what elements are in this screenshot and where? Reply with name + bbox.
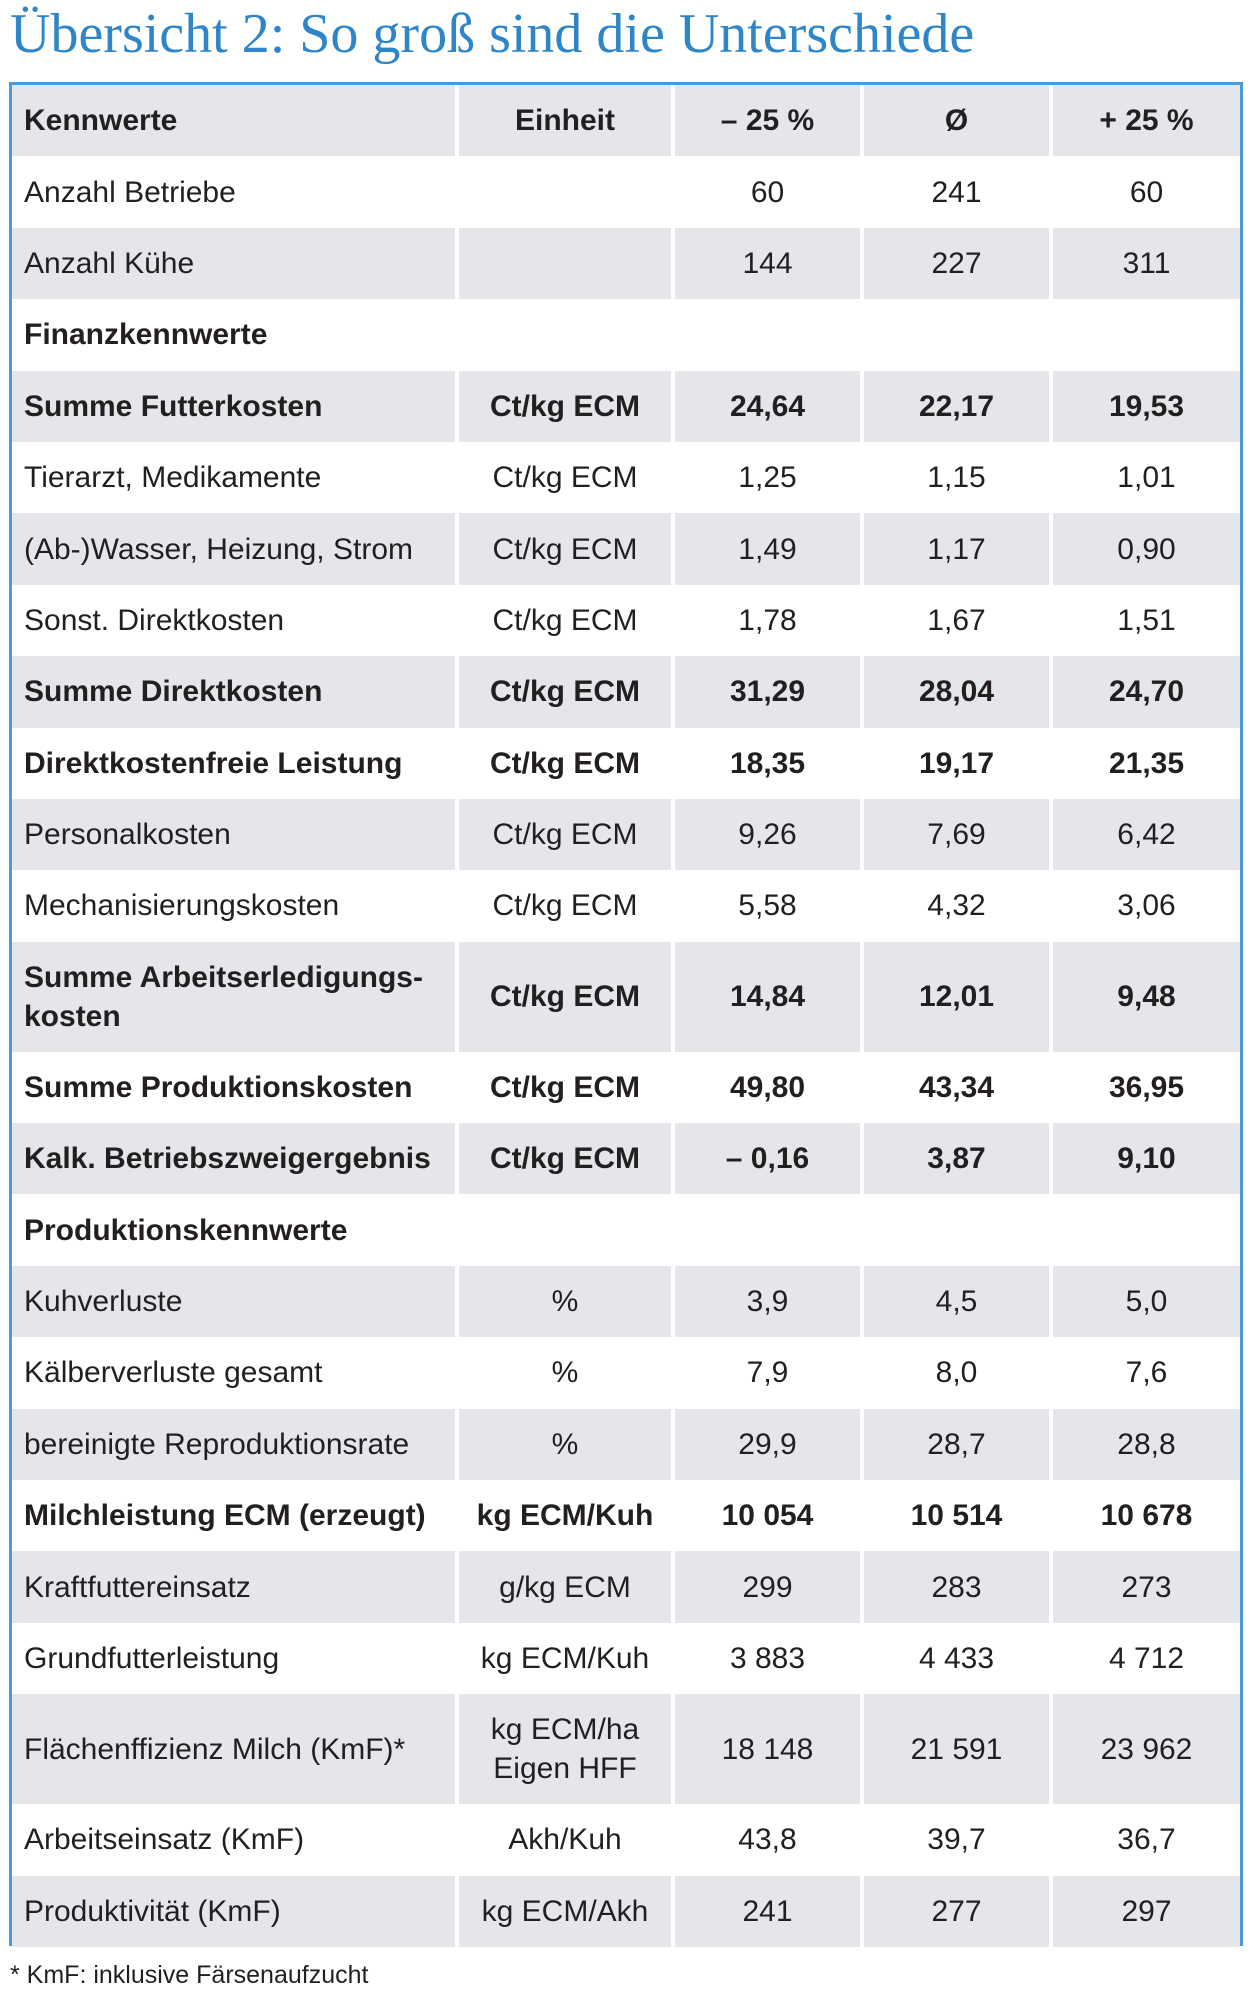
row-avg-value: 12,01	[862, 942, 1051, 1052]
table-row	[12, 1123, 1240, 1194]
table-row	[12, 1052, 1240, 1123]
row-plus-value: 10 678	[1100, 1499, 1193, 1533]
row-minus-value: 60	[673, 156, 862, 227]
row-label: Summe Direktkosten	[12, 656, 457, 727]
row-minus-value: 241	[673, 1876, 862, 1947]
row-plus-value: 36,95	[1108, 1070, 1185, 1104]
section-heading-finanzkennwerte	[12, 299, 1240, 370]
table-row	[12, 942, 1240, 1052]
row-plus-value: 60	[1129, 175, 1164, 209]
row-plus-value: 3,06	[1117, 889, 1176, 923]
table-row	[12, 1266, 1240, 1337]
row-minus-value: 29,9	[673, 1409, 862, 1480]
row-avg-value: 4,5	[862, 1266, 1051, 1337]
header-row	[12, 85, 1240, 156]
row-label: Direktkostenfreie Leistung	[12, 728, 457, 799]
table-row	[12, 1623, 1240, 1694]
table-row	[12, 656, 1240, 727]
row-label: Kälberverluste gesamt	[12, 1337, 457, 1408]
row-unit: %	[457, 1337, 673, 1408]
table-row	[12, 513, 1240, 584]
row-minus-value: 3 883	[673, 1623, 862, 1694]
row-minus-value: 7,9	[673, 1337, 862, 1408]
row-avg-value: 10 514	[862, 1480, 1051, 1551]
row-minus-value: 1,78	[673, 585, 862, 656]
row-label: Summe Futterkosten	[12, 371, 457, 442]
row-label: Produktivität (KmF)	[12, 1876, 457, 1947]
row-label: Personalkosten	[12, 799, 457, 870]
row-avg-value: 227	[862, 228, 1051, 299]
table-row	[12, 728, 1240, 799]
row-label: Kalk. Betriebszweigergebnis	[12, 1123, 457, 1194]
row-avg-value: 1,67	[862, 585, 1051, 656]
row-label: bereinigte Reproduktionsrate	[12, 1409, 457, 1480]
row-avg-value: 28,7	[862, 1409, 1051, 1480]
row-minus-value: 24,64	[673, 371, 862, 442]
row-unit: kg ECM/Kuh	[457, 1480, 673, 1551]
row-unit: Ct/kg ECM	[457, 728, 673, 799]
row-avg-value: 3,87	[862, 1123, 1051, 1194]
row-minus-value: 31,29	[673, 656, 862, 727]
row-minus-value: 5,58	[673, 870, 862, 941]
row-label: Kuhverluste	[12, 1266, 457, 1337]
table-row	[12, 156, 1240, 227]
row-avg-value: 4 433	[862, 1623, 1051, 1694]
row-plus-value: 1,51	[1117, 603, 1176, 637]
row-plus-value: 7,6	[1125, 1356, 1168, 1390]
footnote: * KmF: inklusive Färsenaufzucht	[10, 1961, 369, 1989]
row-avg-value: 21 591	[862, 1694, 1051, 1804]
row-unit: %	[457, 1266, 673, 1337]
row-plus-value: 24,70	[1051, 656, 1240, 727]
row-avg-value: 277	[862, 1876, 1051, 1947]
row-plus-value: 311	[1051, 228, 1240, 299]
row-unit: %	[457, 1409, 673, 1480]
row-unit	[457, 228, 673, 299]
row-label-line2: kosten	[24, 999, 121, 1033]
table-row	[12, 799, 1240, 870]
row-unit: Ct/kg ECM	[457, 1052, 673, 1123]
row-unit	[457, 156, 673, 227]
row-avg-value: 39,7	[862, 1804, 1051, 1875]
table-row	[12, 1409, 1240, 1480]
row-label: Kraftfuttereinsatz	[12, 1551, 457, 1622]
header-minus-25: – 25 %	[673, 85, 862, 156]
header-einheit: Einheit	[457, 85, 673, 156]
row-minus-value: 49,80	[673, 1052, 862, 1123]
header-plus-25: + 25 %	[1051, 85, 1240, 156]
row-unit	[457, 1694, 673, 1804]
section-label: Produktionskennwerte	[12, 1194, 457, 1265]
row-minus-value: 43,8	[673, 1804, 862, 1875]
row-minus-value: 1,49	[673, 513, 862, 584]
row-avg-value: 7,69	[862, 799, 1051, 870]
section-label: Finanzkennwerte	[12, 299, 457, 370]
row-plus-value: 36,7	[1117, 1823, 1176, 1857]
row-minus-value: 18 148	[673, 1694, 862, 1804]
row-avg-value: 28,04	[862, 656, 1051, 727]
page-title: Übersicht 2: So groß sind die Unterschiede	[10, 3, 975, 65]
comparison-table-frame	[9, 82, 1243, 1946]
table-row	[12, 870, 1240, 941]
row-unit: Ct/kg ECM	[457, 799, 673, 870]
row-unit-line1: kg ECM/ha	[490, 1713, 640, 1747]
row-avg-value: 241	[862, 156, 1051, 227]
row-label: Sonst. Direktkosten	[12, 585, 457, 656]
row-avg-value: 1,17	[862, 513, 1051, 584]
table-row	[12, 228, 1240, 299]
row-plus-value: 9,10	[1051, 1123, 1240, 1194]
row-unit: kg ECM/Akh	[457, 1876, 673, 1947]
row-minus-value: 10 054	[673, 1480, 862, 1551]
table-row	[12, 1480, 1240, 1551]
row-unit: kg ECM/Kuh	[457, 1623, 673, 1694]
row-plus-value: 5,0	[1051, 1266, 1240, 1337]
row-label: Arbeitseinsatz (KmF)	[12, 1804, 457, 1875]
row-label-line1: Summe Arbeitserledigungs-	[24, 960, 423, 994]
table-row	[12, 1551, 1240, 1622]
row-unit: Ct/kg ECM	[457, 585, 673, 656]
row-plus-value: 19,53	[1051, 371, 1240, 442]
row-minus-value: – 0,16	[673, 1123, 862, 1194]
row-avg-value: 283	[862, 1551, 1051, 1622]
row-label: Tierarzt, Medikamente	[12, 442, 457, 513]
comparison-table	[12, 85, 1240, 1947]
row-avg-value: 43,34	[862, 1052, 1051, 1123]
row-plus-value: 1,01	[1117, 461, 1176, 495]
row-label	[12, 942, 457, 1052]
table-row	[12, 1694, 1240, 1804]
row-label: Grundfutterleistung	[12, 1623, 457, 1694]
row-unit: Ct/kg ECM	[457, 870, 673, 941]
table-row	[12, 1804, 1240, 1875]
row-minus-value: 9,26	[673, 799, 862, 870]
section-heading-produktionskennwerte	[12, 1194, 1240, 1265]
row-avg-value: 1,15	[862, 442, 1051, 513]
row-minus-value: 144	[673, 228, 862, 299]
row-plus-value: 28,8	[1051, 1409, 1240, 1480]
row-label: Milchleistung ECM (erzeugt)	[12, 1480, 457, 1551]
table-row	[12, 442, 1240, 513]
row-minus-value: 14,84	[673, 942, 862, 1052]
row-plus-value: 0,90	[1051, 513, 1240, 584]
row-unit: Ct/kg ECM	[457, 1123, 673, 1194]
row-plus-value: 21,35	[1108, 746, 1185, 780]
row-unit: Ct/kg ECM	[457, 442, 673, 513]
row-unit: Ct/kg ECM	[457, 656, 673, 727]
row-plus-value: 6,42	[1051, 799, 1240, 870]
row-label: Flächenffizienz Milch (KmF)*	[12, 1694, 457, 1804]
row-label: Anzahl Betriebe	[12, 156, 457, 227]
table-row	[12, 585, 1240, 656]
header-average: Ø	[862, 85, 1051, 156]
row-unit: Ct/kg ECM	[457, 942, 673, 1052]
row-label: Summe Produktionskosten	[12, 1052, 457, 1123]
row-unit: g/kg ECM	[457, 1551, 673, 1622]
row-minus-value: 18,35	[673, 728, 862, 799]
row-avg-value: 22,17	[862, 371, 1051, 442]
row-avg-value: 4,32	[862, 870, 1051, 941]
header-kennwerte: Kennwerte	[12, 85, 457, 156]
row-label: Anzahl Kühe	[12, 228, 457, 299]
row-plus-value: 4 712	[1108, 1642, 1185, 1675]
row-label: Mechanisierungskosten	[12, 870, 457, 941]
row-unit-line2: Eigen HFF	[493, 1752, 637, 1786]
row-unit: Ct/kg ECM	[457, 513, 673, 584]
row-plus-value: 23 962	[1051, 1694, 1240, 1804]
row-plus-value: 9,48	[1051, 942, 1240, 1052]
row-minus-value: 3,9	[673, 1266, 862, 1337]
row-plus-value: 297	[1051, 1876, 1240, 1947]
row-unit: Akh/Kuh	[457, 1804, 673, 1875]
row-plus-value: 273	[1051, 1551, 1240, 1622]
row-label: (Ab-)Wasser, Heizung, Strom	[12, 513, 457, 584]
row-avg-value: 19,17	[862, 728, 1051, 799]
row-avg-value: 8,0	[862, 1337, 1051, 1408]
table-row	[12, 1876, 1240, 1947]
row-unit: Ct/kg ECM	[457, 371, 673, 442]
table-row	[12, 1337, 1240, 1408]
table-row	[12, 371, 1240, 442]
row-minus-value: 1,25	[673, 442, 862, 513]
row-minus-value: 299	[673, 1551, 862, 1622]
